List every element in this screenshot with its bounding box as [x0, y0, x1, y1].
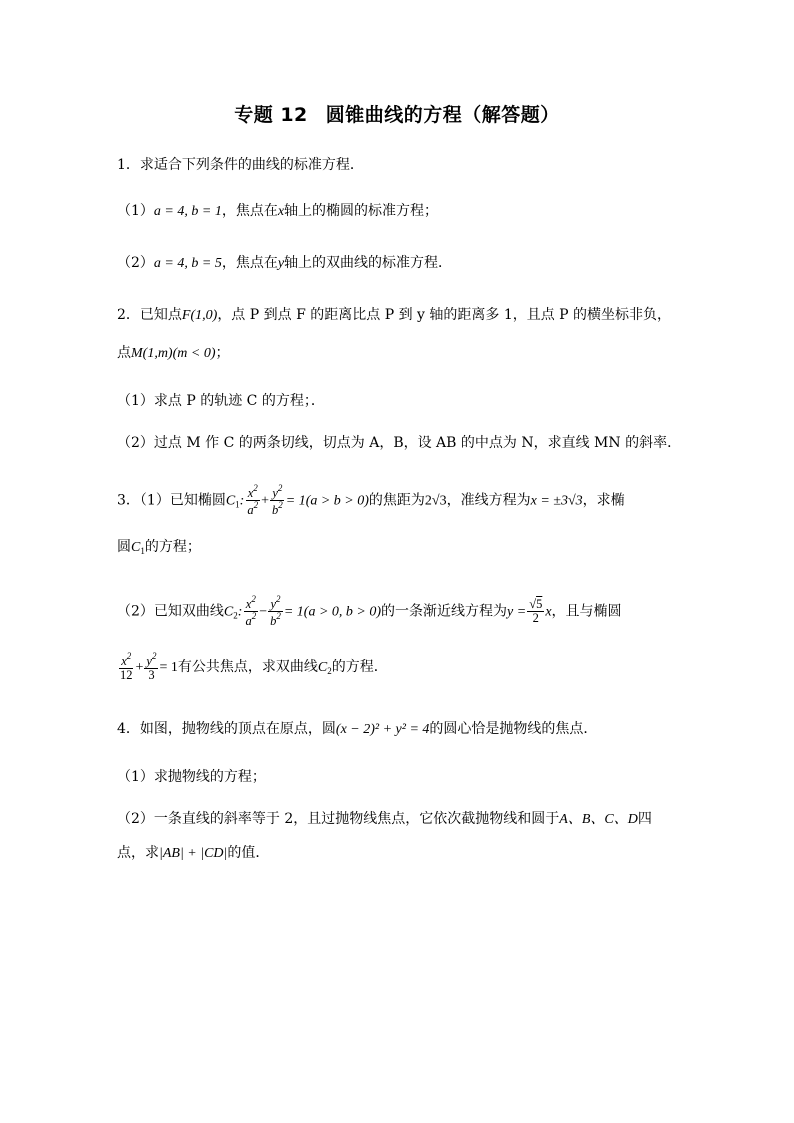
q1-part2: （2）a = 4, b = 5，焦点在y轴上的双曲线的标准方程． [117, 255, 453, 271]
q2-part1: （1）求点 P 的轨迹 C 的方程；． [117, 393, 325, 409]
q2-stem-line2: 点M(1,m)(m < 0)； [117, 345, 230, 361]
q1-stem: 1．求适合下列条件的曲线的标准方程． [117, 157, 364, 173]
q2-part2: （2）过点 M 作 C 的两条切线，切点为 A，B，设 AB 的中点为 N，求直线 MN 的斜率． [117, 435, 682, 451]
x2-over-12: $\frac{x^2}{12}$ [120, 651, 133, 683]
sqrt5-over-2: $\frac{√5}{2}$ [529, 597, 543, 626]
y2-over-3: $\frac{y^2}{3}$ [146, 651, 157, 683]
q2-stem: 2．已知点F(1,0)，点 P 到点 F 的距离比点 P 到 y 轴的距离多 1，且点 P 的横坐标非负， [117, 307, 672, 323]
q3-part1: 3．（1）已知椭圆$C_1$: $\frac{x^2}{a^2}$ + $\frac{y^2}{b^2}$ = 1(a > b > 0)的焦距为2√3，准线方程为x = ±3√3，求椭 [117, 483, 625, 518]
title-topic-number: 专题 12 [234, 104, 308, 126]
x2-over-a2: $\frac{x^2}{a^2}$ [247, 483, 259, 518]
q3-part2: （2）已知双曲线$C_2$: $\frac{x^2}{a^2}$ − $\frac{y^2}{b^2}$ = 1(a > 0, b > 0)的一条渐近线方程为y = $\frac{√5}{2}$ x，且与椭圆 [117, 594, 622, 629]
q4-part2: （2）一条直线的斜率等于 2，且过抛物线焦点，它依次截抛物线和圆于A、B、C、D四 [117, 811, 652, 827]
q4-part1: （1）求抛物线的方程； [117, 769, 266, 785]
y2-over-b2: $\frac{y^2}{b^2}$ [272, 483, 283, 518]
q4-stem: 4．如图，抛物线的顶点在原点，圆(x − 2)² + y² = 4的圆心恰是抛物线的焦点． [117, 721, 598, 737]
q4-part2-line2: 点，求|AB| + |CD|的值． [117, 845, 270, 861]
q3-part2-line2: $\frac{x^2}{12}$ + $\frac{y^2}{3}$ = 1有公共焦点，求双曲线$C_2$的方程． [120, 651, 388, 683]
page-title [0, 100, 794, 127]
y2-over-b2-hyperbola: $\frac{y^2}{b^2}$ [270, 594, 281, 629]
title-topic-name: 圆锥曲线的方程（解答题） [325, 104, 560, 126]
x2-over-a2-hyperbola: $\frac{x^2}{a^2}$ [245, 594, 257, 629]
q1-part1: （1）a = 4, b = 1，焦点在x轴上的椭圆的标准方程； [117, 203, 439, 219]
q3-part1-line2: 圆$C_1$的方程； [117, 539, 201, 556]
